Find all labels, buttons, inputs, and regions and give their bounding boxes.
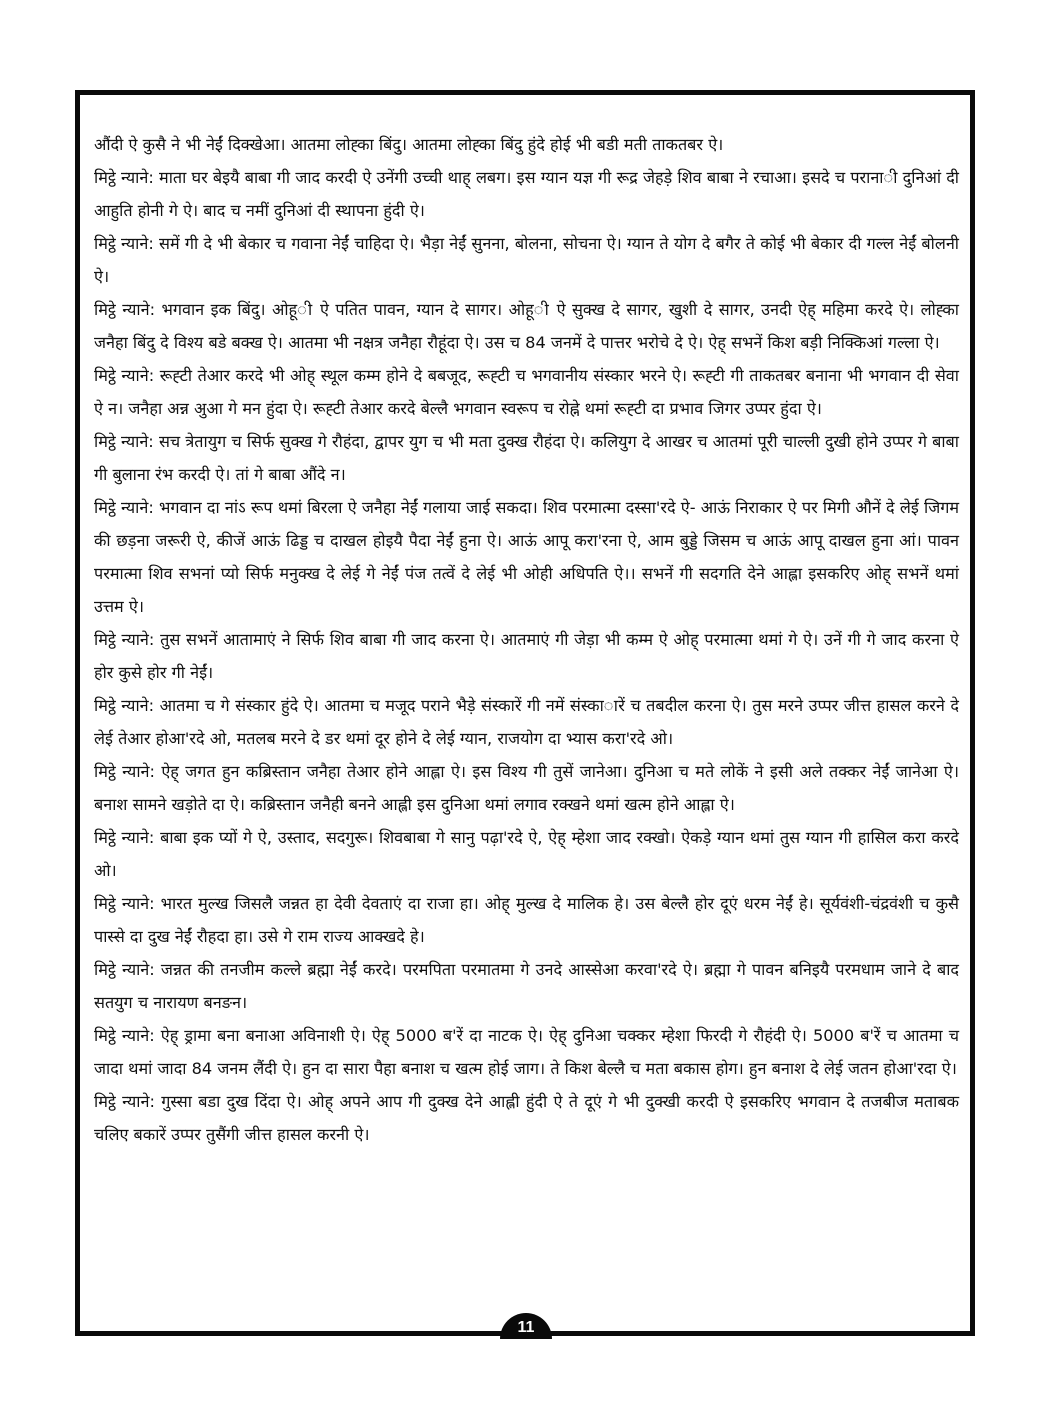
paragraph: मिट्ठे न्याने: भगवान दा नांऽ रूप थमां बिरला ऐ जनैहा नेईं गलाया जाई सकदा। शिव परमात्मा दस्सा'रदे ऐ- आऊं निराकार ऐ पर मिगी औनें दे लेई जिगम की छड़ना जरूरी ऐ, कीजें आऊं ढिड्ड च दाखल होइयै पैदा नेईं हुना ऐ। आऊं आपू करा'रना ऐ, आम बुड्डे जिसम च आऊं आपू दाखल हुना आं। पावन परमात्मा शिव सभनां प्यो सिर्फ मनुक्ख दे लेई गे नेईं पंज तत्वें दे लेई भी ओही अधिपति ऐ।। सभनें गी सदगति देने आह्ला इसकरिए ओह् सभनें थमां उत्तम ऐ। xyxy=(94,498,959,616)
paragraph: मिट्ठे न्याने: भगवान इक बिंदु। ओहू◌ी ऐ पतित पावन, ग्यान दे सागर। ओहू◌ी ऐ सुक्ख दे सागर, खुशी दे सागर, उनदी ऐह् महिमा करदे ऐ। लोह्का जनैहा बिंदु दे विश्य बडे बक्ख ऐ। आतमा भी नक्षत्र जनैहा रौहूंदा ऐ। उस च 84 जनमें दे पात्तर भरोचे दे ऐ। ऐह् सभनें किश बड़ी निक्किआं गल्ला ऐ। xyxy=(94,300,959,352)
paragraph: मिट्ठे न्याने: ऐह् ड्रामा बना बनाआ अविनाशी ऐ। ऐह् 5000 ब'रें दा नाटक ऐ। ऐह् दुनिआ चक्कर म्हेशा फिरदी गे रौहंदी ऐ। 5000 ब'रें च आतमा च जादा थमां जादा 84 जनम लैंदी ऐ। हुन दा सारा पैहा बनाश च खत्म होई जाग। ते किश बेल्लै च मता बकास होग। हुन बनाश दे लेई जतन होआ'रदा ऐ। xyxy=(94,1026,959,1078)
paragraph: मिट्ठे न्याने: जन्नत की तनजीम कल्ले ब्रह्मा नेईं करदे। परमपिता परमातमा गे उनदे आस्सेआ करवा'रदे ऐ। ब्रह्मा गे पावन बनिइयै परमधाम जाने दे बाद सतयुग च नारायण बनङन। xyxy=(94,960,959,1012)
paragraph: मिट्ठे न्याने: माता घर बेइयै बाबा गी जाद करदी ऐ उनेंगी उच्ची थाह् लबग। इस ग्यान यज्ञ गी रूद्र जेहड़े शिव बाबा ने रचाआ। इसदे च पराना◌ी दुनिआं दी आहुति होनी गे ऐ। बाद च नमीं दुनिआं दी स्थापना हुंदी ऐ। xyxy=(94,168,959,220)
paragraph: मिट्ठे न्याने: आतमा च गे संस्कार हुंदे ऐ। आतमा च मजूद पराने भैड़े संस्कारें गी नमें संस्का◌ारें च तबदील करना ऐ। तुस मरने उप्पर जीत्त हासल करने दे लेई तेआर होआ'रदे ओ, मतलब मरने दे डर थमां दूर होने दे लेई ग्यान, राजयोग दा भ्यास करा'रदे ओ। xyxy=(94,696,959,748)
paragraph: मिट्ठे न्याने: सच त्रेतायुग च सिर्फ सुक्ख गे रौहंदा, द्वापर युग च भी मता दुक्ख रौहंदा ऐ। कलियुग दे आखर च आतमां पूरी चाल्ली दुखी होने उप्पर गे बाबा गी बुलाना रंभ करदी ऐ। तां गे बाबा औंदे न। xyxy=(94,432,959,484)
paragraph: औंदी ऐ कुसै ने भी नेईं दिक्खेआ। आतमा लोह्का बिंदु। आतमा लोह्का बिंदु हुंदे होई भी बडी मती ताकतबर ऐ। xyxy=(94,135,724,154)
paragraph: मिट्ठे न्याने: ऐह् जगत हुन कब्रिस्तान जनैहा तेआर होने आह्ला ऐ। इस विश्य गी तुसें जानेआ। दुनिआ च मते लोकें ने इसी अले तक्कर नेईं जानेआ ऐ। बनाश सामने खड़ोते दा ऐ। कब्रिस्तान जनैही बनने आह्ली इस दुनिआ थमां लगाव रक्खने थमां खत्म होने आह्ला ऐ। xyxy=(94,762,959,814)
paragraph: मिट्ठे न्याने: गुस्सा बडा दुख दिंदा ऐ। ओह् अपने आप गी दुक्ख देने आह्ली हुंदी ऐ ते दूएं गे भी दुक्खी करदी ऐ इसकरिए भगवान दे तजबीज मताबक चलिए बकारें उप्पर तुसैंगी जीत्त हासल करनी ऐ। xyxy=(94,1092,959,1144)
paragraph: मिट्ठे न्याने: भारत मुल्ख जिसलै जन्नत हा देवी देवताएं दा राजा हा। ओह् मुल्ख दे मालिक हे। उस बेल्लै होर दूएं धरम नेईं हे। सूर्यवंशी-चंद्रवंशी च कुसै पास्से दा दुख नेईं रौहदा हा। उसे गे राम राज्य आक्खदे हे। xyxy=(94,894,959,946)
paragraph: मिट्ठे न्याने: तुस सभनें आतामाएं ने सिर्फ शिव बाबा गी जाद करना ऐ। आतमाएं गी जेड़ा भी कम्म ऐ ओह् परमात्मा थमां गे ऐ। उनें गी गे जाद करना ऐ होर कुसे होर गी नेईं। xyxy=(94,630,959,682)
paragraph: मिट्ठे न्याने: समें गी दे भी बेकार च गवाना नेईं चाहिदा ऐ। भैड़ा नेईं सुनना, बोलना, सोचना ऐ। ग्यान ते योग दे बगैर ते कोई भी बेकार दी गल्ल नेईं बोलनी ऐ। xyxy=(94,234,959,286)
page-number: 11 xyxy=(517,1319,535,1336)
document-body xyxy=(94,128,959,1151)
paragraph: मिट्ठे न्याने: बाबा इक प्यों गे ऐ, उस्ताद, सदगुरू। शिवबाबा गे सानु पढ़ा'रदे ऐ, ऐह् म्हेशा जाद रक्खो। ऐकड़े ग्यान थमां तुस ग्यान गी हासिल करा करदे ओ। xyxy=(94,828,959,880)
paragraph: मिट्ठे न्याने: रूह्टी तेआर करदे भी ओह् स्थूल कम्म होने दे बबजूद, रूह्टी च भगवानीय संस्कार भरने ऐ। रूह्टी गी ताकतबर बनाना भी भगवान दी सेवा ऐ न। जनैहा अन्न अुआ गे मन हुंदा ऐ। रूह्टी तेआर करदे बेल्लै भगवान स्वरूप च रोह्ने थमां रूह्टी दा प्रभाव जिगर उप्पर हुंदा ऐ। xyxy=(94,366,959,418)
page-frame xyxy=(75,90,975,1336)
